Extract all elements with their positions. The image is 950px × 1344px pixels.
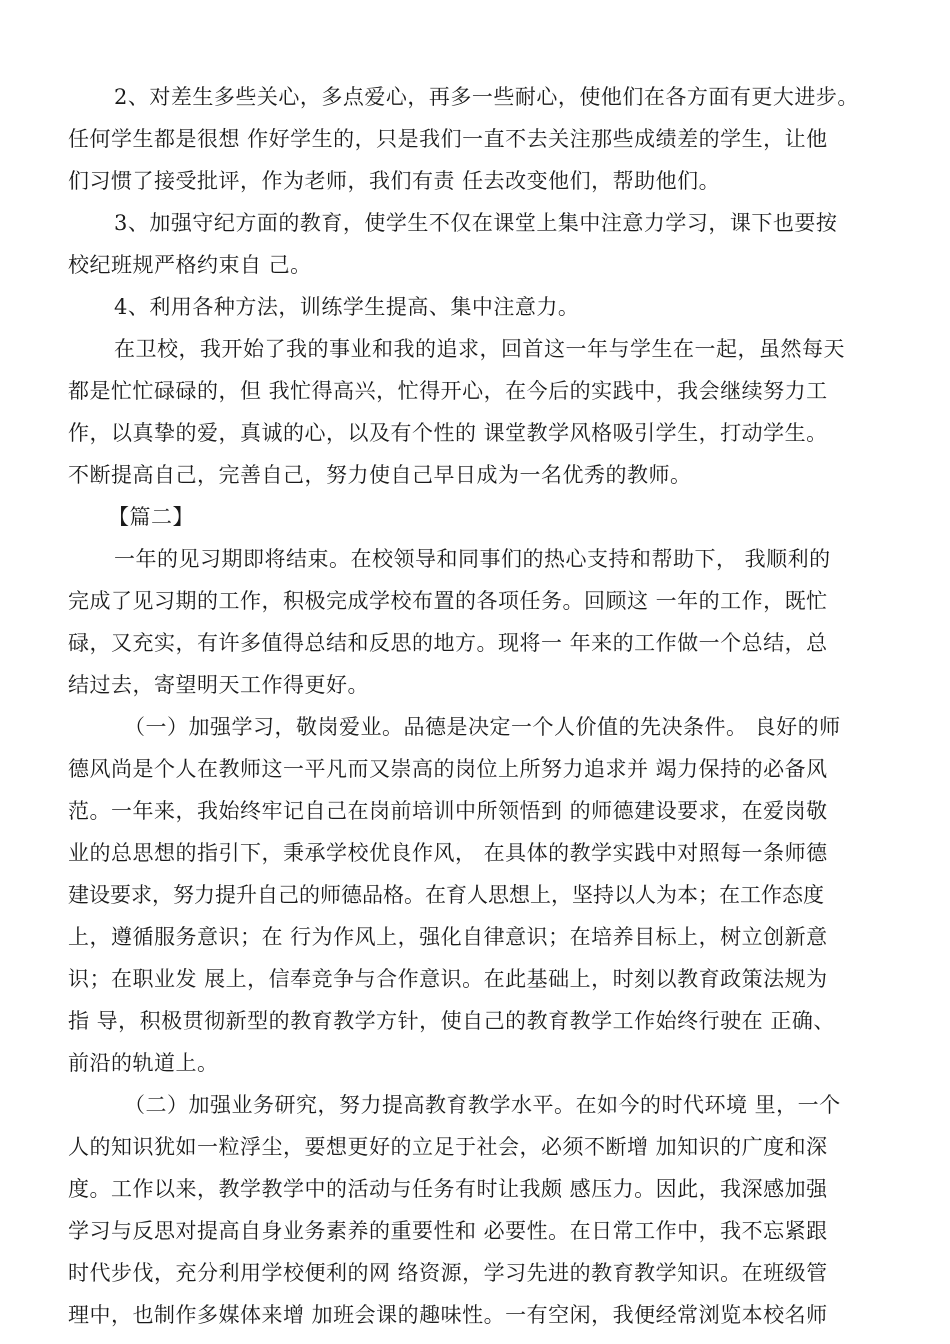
- paragraph-line: 范。一年来，我始终牢记自己在岗前培训中所领悟到 的师德建设要求，在爱岗敬: [68, 799, 828, 823]
- paragraph-line: 一年的见习期即将结束。在校领导和同事们的热心支持和帮助下， 我顺利的: [114, 547, 831, 571]
- paragraph-line: 4、利用各种方法，训练学生提高、集中注意力。: [114, 295, 580, 319]
- paragraph-line: 们习惯了接受批评，作为老师，我们有责 任去改变他们，帮助他们。: [68, 169, 721, 193]
- paragraph-line: 作，以真挚的爱，真诚的心，以及有个性的 课堂教学风格吸引学生，打动学生。: [68, 421, 828, 445]
- paragraph-line: 业的总思想的指引下，秉承学校优良作风， 在具体的教学实践中对照每一条师德: [68, 841, 828, 865]
- paragraph-line: 前沿的轨道上。: [68, 1051, 219, 1075]
- paragraph-line: （一）加强学习，敬岗爱业。品德是决定一个人价值的先决条件。 良好的师: [124, 715, 841, 739]
- paragraph-line: 校纪班规严格约束自 己。: [68, 253, 312, 277]
- paragraph-line: 完成了见习期的工作，积极完成学校布置的各项任务。回顾这 一年的工作，既忙: [68, 589, 828, 613]
- paragraph-line: 识；在职业发 展上，信奉竞争与合作意识。在此基础上，时刻以教育政策法规为: [68, 967, 828, 991]
- paragraph-line: 学习与反思对提高自身业务素养的重要性和 必要性。在日常工作中，我不忘紧跟: [68, 1219, 828, 1243]
- paragraph-line: 度。工作以来，教学教学中的活动与任务有时让我颇 感压力。因此，我深感加强: [68, 1177, 828, 1201]
- paragraph-line: 不断提高自己，完善自己，努力使自己早日成为一名优秀的教师。: [68, 463, 692, 487]
- paragraph-line: 人的知识犹如一粒浮尘，要想更好的立足于社会，必须不断增 加知识的广度和深: [68, 1135, 828, 1159]
- document-body: [68, 76, 888, 1336]
- paragraph-line: 建设要求，努力提升自己的师德品格。在育人思想上，坚持以人为本；在工作态度: [68, 883, 824, 907]
- paragraph-line: 任何学生都是很想 作好学生的，只是我们一直不去关注那些成绩差的学生，让他: [68, 127, 828, 151]
- paragraph-line: 3、加强守纪方面的教育，使学生不仅在课堂上集中注意力学习，课下也要按: [114, 211, 838, 235]
- paragraph-line: 2、对差生多些关心，多点爱心，再多一些耐心，使他们在各方面有更大进步。: [114, 85, 859, 109]
- paragraph-line: 上，遵循服务意识；在 行为作风上，强化自律意识；在培养目标上，树立创新意: [68, 925, 828, 949]
- paragraph-line: 德风尚是个人在教师这一平凡而又崇高的岗位上所努力追求并 竭力保持的必备风: [68, 757, 828, 781]
- paragraph-line: 时代步伐，充分利用学校便利的网 络资源，学习先进的教育教学知识。在班级管: [68, 1261, 828, 1285]
- paragraph-line: 结过去，寄望明天工作得更好。: [68, 673, 369, 697]
- paragraph-line: 在卫校，我开始了我的事业和我的追求，回首这一年与学生在一起，虽然每天: [114, 337, 845, 361]
- paragraph-line: 理中，也制作多媒体来增 加班会课的趣味性。一有空闲，我便经常浏览本校名师: [68, 1303, 828, 1327]
- paragraph-line: （二）加强业务研究，努力提高教育教学水平。在如今的时代环境 里，一个: [124, 1093, 841, 1117]
- paragraph-line: 指 导，积极贯彻新型的教育教学方针，使自己的教育教学工作始终行驶在 正确、: [68, 1009, 835, 1033]
- section-heading: 【篇二】: [108, 505, 194, 529]
- paragraph-line: 碌，又充实，有许多值得总结和反思的地方。现将一 年来的工作做一个总结，总: [68, 631, 828, 655]
- paragraph-line: 都是忙忙碌碌的，但 我忙得高兴，忙得开心，在今后的实践中，我会继续努力工: [68, 379, 828, 403]
